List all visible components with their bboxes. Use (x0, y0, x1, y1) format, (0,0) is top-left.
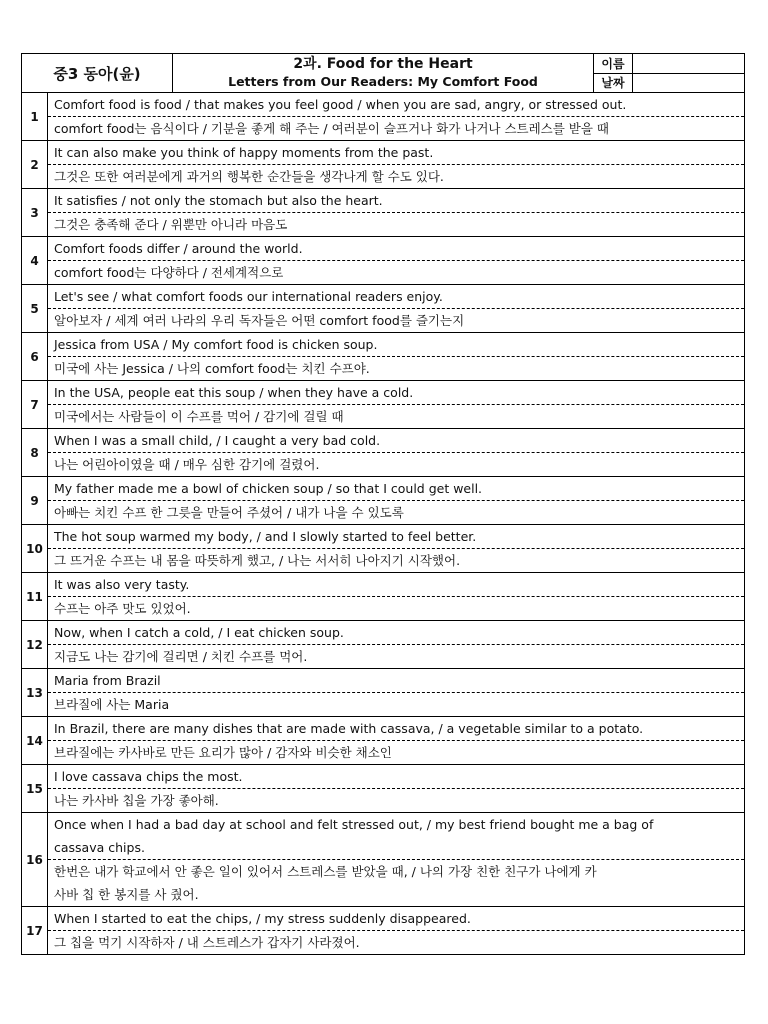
sentence-row (22, 141, 744, 189)
korean-line: 수프는 아주 맛도 있었어. (54, 601, 191, 616)
row-number: 1 (22, 93, 48, 140)
row-lines (48, 813, 744, 906)
english-line: cassava chips. (48, 836, 744, 860)
english-line: It satisfies / not only the stomach but also the heart. (48, 189, 744, 213)
row-number: 5 (22, 285, 48, 332)
row-number: 8 (22, 429, 48, 476)
row-number: 10 (22, 525, 48, 572)
date-label: 날짜 (594, 74, 633, 93)
korean-line: 지금도 나는 감기에 걸리면 / 치킨 수프를 먹어. (54, 649, 308, 664)
row-number: 3 (22, 189, 48, 236)
korean-line: comfort food는 음식이다 / 기분을 좋게 해 주는 / 여러분이 슬프거나 화가 나거나 스트레스를 받을 때 (54, 121, 609, 136)
english-line: Now, when I catch a cold, / I eat chicken soup. (48, 621, 744, 645)
row-number: 9 (22, 477, 48, 524)
korean-line: 그 뜨거운 수프는 내 몸을 따뜻하게 했고, / 나는 서서히 나아지기 시작했어. (54, 553, 461, 568)
name-row (594, 54, 744, 74)
korean-line: 그것은 또한 여러분에게 과거의 행복한 순간들을 생각나게 할 수도 있다. (54, 169, 444, 184)
korean-line: 브라질에 사는 Maria (54, 697, 170, 712)
row-number: 11 (22, 573, 48, 620)
worksheet (21, 53, 745, 955)
korean-line: 미국에서는 사람들이 이 수프를 먹어 / 감기에 걸릴 때 (54, 409, 344, 424)
sentence-row (22, 525, 744, 573)
korean-line: 아빠는 치킨 수프 한 그릇을 만들어 주셨어 / 내가 나을 수 있도록 (54, 505, 404, 520)
english-line: When I was a small child, / I caught a very bad cold. (48, 429, 744, 453)
sentence-row (22, 573, 744, 621)
korean-line: comfort food는 다양하다 / 전세계적으로 (54, 265, 284, 280)
sentence-row (22, 813, 744, 907)
row-lines (48, 669, 744, 716)
english-line: It was also very tasty. (48, 573, 744, 597)
korean-line: 그 칩을 먹기 시작하자 / 내 스트레스가 갑자기 사라졌어. (54, 935, 360, 950)
row-lines (48, 381, 744, 428)
row-lines (48, 333, 744, 380)
row-number: 15 (22, 765, 48, 812)
row-lines (48, 573, 744, 620)
row-lines (48, 285, 744, 332)
row-number: 14 (22, 717, 48, 764)
row-lines (48, 907, 744, 954)
english-line: In Brazil, there are many dishes that are made with cassava, / a vegetable similar to a potato. (48, 717, 744, 741)
row-lines (48, 765, 744, 812)
english-line: Comfort foods differ / around the world. (48, 237, 744, 261)
row-number: 7 (22, 381, 48, 428)
english-line: Once when I had a bad day at school and felt stressed out, / my best friend bought me a bag of (54, 817, 654, 832)
row-lines (48, 429, 744, 476)
korean-line: 한번은 내가 학교에서 안 좋은 일이 있어서 스트레스를 받았을 때, / 나의 가장 친한 친구가 나에게 카 (54, 864, 597, 879)
english-line: When I started to eat the chips, / my stress suddenly disappeared. (48, 907, 744, 931)
row-lines (48, 477, 744, 524)
class-name: 중3 동아(윤) (22, 54, 173, 92)
sentence-row (22, 189, 744, 237)
date-field[interactable] (633, 74, 744, 93)
sentence-row (22, 669, 744, 717)
sentence-row (22, 477, 744, 525)
row-number: 12 (22, 621, 48, 668)
row-number: 6 (22, 333, 48, 380)
english-line: Comfort food is food / that makes you feel good / when you are sad, angry, or stressed out. (48, 93, 744, 117)
sentence-row (22, 93, 744, 141)
sentence-table (21, 93, 745, 955)
sentence-row (22, 765, 744, 813)
row-number: 2 (22, 141, 48, 188)
sentence-row (22, 237, 744, 285)
english-line: Let's see / what comfort foods our international readers enjoy. (48, 285, 744, 309)
english-line: I love cassava chips the most. (48, 765, 744, 789)
sentence-row (22, 621, 744, 669)
row-lines (48, 525, 744, 572)
english-line: It can also make you think of happy moments from the past. (48, 141, 744, 165)
row-number: 13 (22, 669, 48, 716)
korean-line: 나는 카사바 칩을 가장 좋아해. (54, 793, 219, 808)
name-field[interactable] (633, 54, 744, 73)
row-lines (48, 237, 744, 284)
english-line: The hot soup warmed my body, / and I slowly started to feel better. (48, 525, 744, 549)
sentence-row (22, 717, 744, 765)
row-number: 17 (22, 907, 48, 954)
english-line: My father made me a bowl of chicken soup / so that I could get well. (48, 477, 744, 501)
korean-line: 미국에 사는 Jessica / 나의 comfort food는 치킨 수프야. (54, 361, 370, 376)
english-line: Jessica from USA / My comfort food is chicken soup. (48, 333, 744, 357)
meta-fields (594, 54, 744, 92)
lesson-title-block (173, 54, 594, 92)
korean-line: 나는 어린아이였을 때 / 매우 심한 감기에 걸렸어. (54, 457, 320, 472)
row-lines (48, 93, 744, 140)
lesson-subtitle: Letters from Our Readers: My Comfort Food (228, 74, 538, 89)
sentence-row (22, 381, 744, 429)
row-lines (48, 141, 744, 188)
row-number: 16 (22, 813, 48, 906)
sentence-row (22, 285, 744, 333)
korean-line: 알아보자 / 세계 여러 나라의 우리 독자들은 어떤 comfort food를 즐기는지 (54, 313, 465, 328)
name-label: 이름 (594, 54, 633, 73)
row-lines (48, 621, 744, 668)
row-lines (48, 717, 744, 764)
korean-line: 사바 칩 한 봉지를 사 줬어. (54, 887, 199, 902)
english-line: In the USA, people eat this soup / when they have a cold. (48, 381, 744, 405)
sentence-row (22, 429, 744, 477)
korean-line: 브라질에는 카사바로 만든 요리가 많아 / 감자와 비슷한 채소인 (54, 745, 392, 760)
english-line: Maria from Brazil (48, 669, 744, 693)
row-number: 4 (22, 237, 48, 284)
sentence-row (22, 333, 744, 381)
date-row (594, 74, 744, 93)
lesson-title: 2과. Food for the Heart (293, 56, 473, 72)
worksheet-header (21, 53, 745, 93)
row-lines (48, 189, 744, 236)
korean-line: 그것은 충족해 준다 / 위뿐만 아니라 마음도 (54, 217, 288, 232)
sentence-row (22, 907, 744, 954)
